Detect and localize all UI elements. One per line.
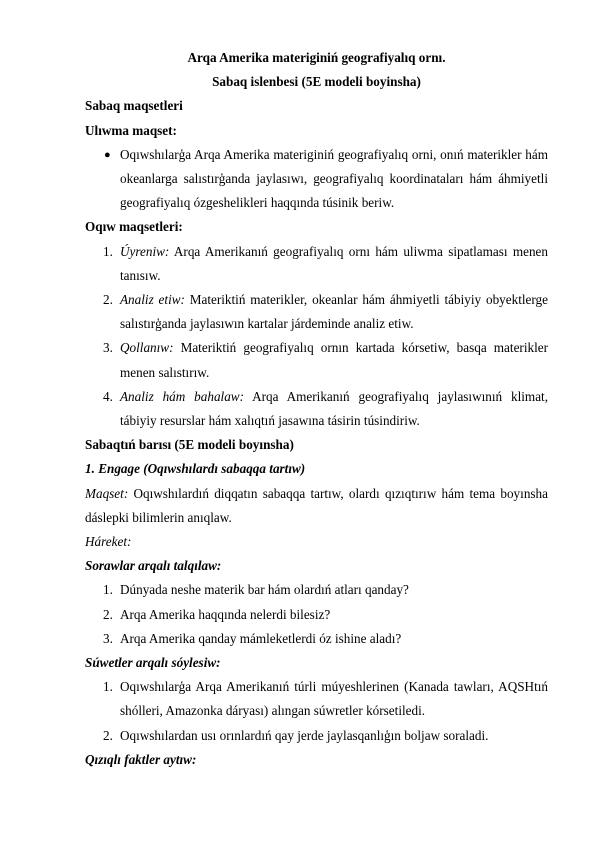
pictures-heading: Súwеtler arqalı sóylesiw: — [85, 655, 221, 671]
aim-text: Oqıwshılardıń diqqatın sabaqqa tartıw, olardı qızıqtırıw hám tema boyınsha dáslepki bilimlerin anıqlaw. — [85, 485, 548, 525]
general-goal-heading: Ulıwma maqset: — [85, 122, 177, 138]
item-label: Analiz hám bahalaw: — [120, 388, 244, 404]
list-item — [85, 675, 548, 723]
list-item — [85, 288, 548, 336]
list-item — [85, 603, 548, 627]
list-item — [85, 627, 548, 651]
item-text: Oqıwshılarģa Arqa Amerikanıń túrli múyeshlerinen (Kanada tawları, AQSHtıń shólleri, Amazonka dáryası) alıngan súwretler kórsetiledi. — [120, 679, 548, 719]
pictures-list — [85, 675, 548, 748]
engage-heading: 1. Engage (Oqıwshılardı sabaqqa tartıw) — [85, 461, 306, 477]
item-number: 2. — [103, 606, 113, 622]
list-item — [85, 240, 548, 288]
item-number: 2. — [103, 727, 113, 743]
list-item — [85, 336, 548, 384]
learning-goals-list — [85, 240, 548, 434]
item-text: Dúnyada neshe materik bar hám olardıń atları qanday? — [120, 582, 409, 598]
item-number: 4. — [103, 388, 113, 404]
item-text: Arqa Amerikanıń geografiyalıq ornı hám uliwma sipatlaması menen tanısıw. — [120, 243, 548, 283]
item-text: Oqıwshılardan usı orınlardıń qay jerde jaylasqanlıģın boljaw soraladi. — [120, 727, 489, 743]
item-number: 1. — [103, 679, 113, 695]
item-number: 3. — [103, 630, 113, 646]
list-item — [85, 385, 548, 433]
section-flow-heading: Sabaqtıń barısı (5E modeli boyınsha) — [85, 437, 294, 453]
item-label: Analiz etiw: — [120, 292, 185, 308]
questions-heading: Sorawlar arqalı talqılaw: — [85, 558, 222, 574]
item-text: Materiktiń materikler, okeanlar hám áhmiyetli tábiyiy obyektlerge salıstırģanda jaylasıwın kartalar járdeminde analiz etiw. — [120, 292, 548, 332]
item-number: 1. — [103, 243, 113, 259]
item-text: Materiktiń geografiyalıq ornın kartada kórsetiw, basqa materikler menen salıstırıw. — [120, 340, 548, 380]
list-item — [85, 143, 548, 216]
action-label: Háreket: — [85, 534, 132, 550]
item-text: Arqa Amerika haqqında nelerdi bilesiz? — [120, 606, 331, 622]
learning-goals-heading: Oqıw maqsetleri: — [85, 219, 183, 235]
item-number: 3. — [103, 340, 113, 356]
section-goals-heading: Sabaq maqsetleri — [85, 98, 183, 114]
list-item — [85, 578, 548, 602]
item-label: Qollanıw: — [120, 340, 174, 356]
document-title: Arqa Amerika materiginiń geografiyalıq ornı. — [187, 50, 446, 65]
aim-paragraph — [85, 482, 548, 530]
item-text: Arqa Amerika qanday mámleketlerdi óz ishine aladı? — [120, 630, 402, 646]
aim-label: Maqset: — [85, 485, 129, 501]
item-label: Úyreniw: — [120, 243, 170, 259]
facts-heading: Qızıqlı faktler aytıw: — [85, 751, 197, 767]
questions-list — [85, 578, 548, 651]
document-subtitle: Sabaq islenbesi (5E modeli boyinsha) — [212, 74, 421, 90]
bullet-icon: ● — [104, 148, 111, 161]
item-text: Arqa Amerikanıń geografiyalıq jaylasıwınıń klimat, tábiyiy resurslar hám xalıqtıń jasawına tásirin túsindiriw. — [120, 388, 549, 429]
item-number: 2. — [103, 292, 113, 308]
general-goal-text: Oqıwshılarģa Arqa Amerika materiginiń geografiyalıq orni, onıń materikler hám okeanlarga salıstırģanda jaylasıwı, geografiyalıq koordinataları hám áhmiyetli geografiyalıq ózgeshelikleri haqqında túsinik beriw. — [120, 146, 548, 211]
general-goal-list — [85, 143, 548, 216]
item-number: 1. — [103, 582, 113, 598]
list-item — [85, 724, 548, 748]
